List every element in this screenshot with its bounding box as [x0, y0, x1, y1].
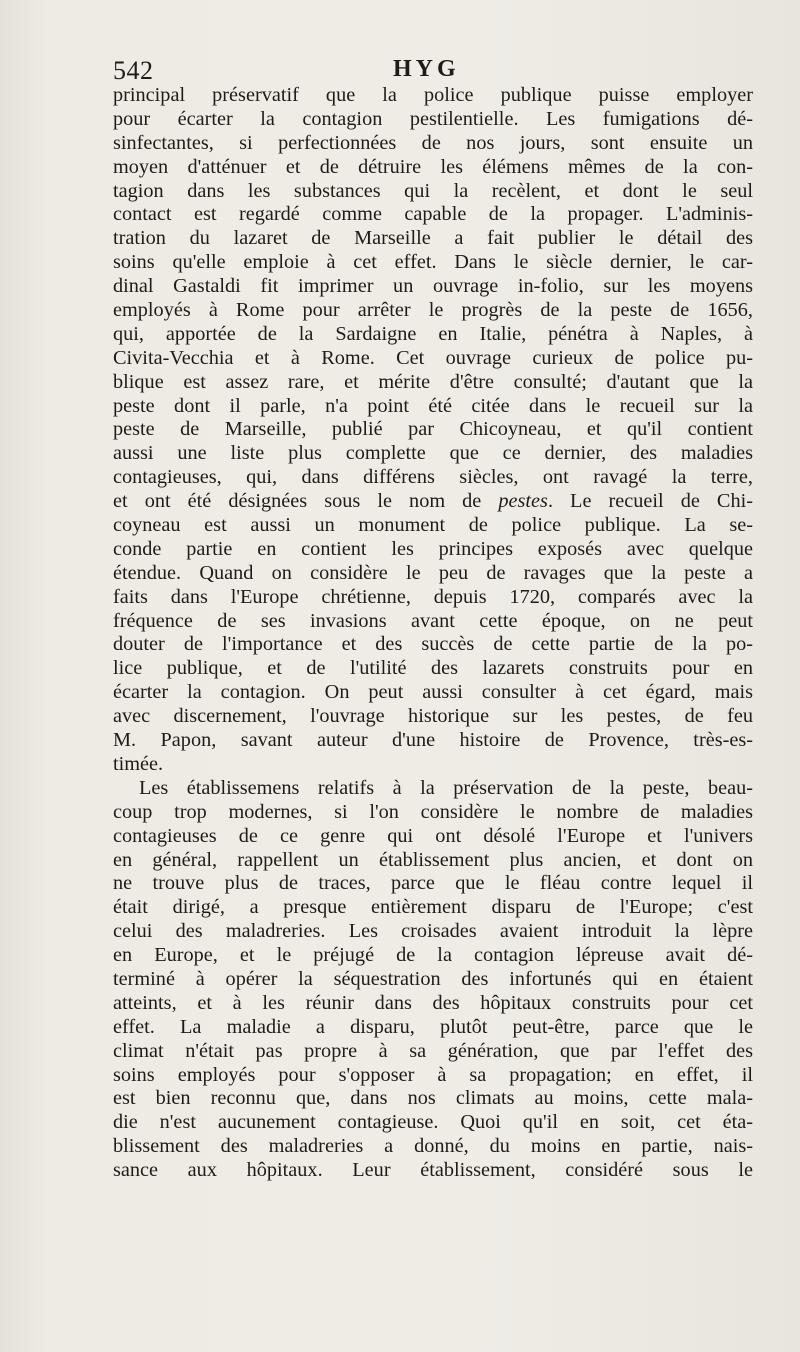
- text-line: soins employés pour s'opposer à sa propagation; en effet, il: [113, 1063, 753, 1086]
- text-line: faits dans l'Europe chrétienne, depuis 1720, comparés avec la: [113, 585, 753, 608]
- text-line: lice publique, et de l'utilité des lazarets construits pour en: [113, 657, 753, 680]
- text-line: écarter la contagion. On peut aussi consulter à cet égard, mais: [113, 681, 753, 704]
- text-line: M. Papon, savant auteur d'une histoire de Provence, très-es-: [113, 729, 753, 752]
- text-line: atteints, et à les réunir dans des hôpitaux construits pour cet: [113, 991, 753, 1014]
- text-line: coup trop modernes, si l'on considère le nombre de maladies: [113, 800, 753, 823]
- text-line: ne trouve plus de traces, parce que le fléau contre lequel il: [113, 872, 753, 895]
- page-number: 542: [113, 56, 154, 85]
- text-line: moyen d'atténuer et de détruire les élémens mêmes de la con-: [113, 155, 753, 178]
- text-line: climat n'était pas propre à sa génération, que par l'effet des: [113, 1039, 753, 1062]
- text-line: tagion dans les substances qui la recèlent, et dont le seul: [113, 179, 753, 202]
- text-line: employés à Rome pour arrêter le progrès de la peste de 1656,: [113, 299, 753, 322]
- text-line: en Europe, et le préjugé de la contagion lépreuse avait dé-: [113, 944, 753, 967]
- text-line: die n'est aucunement contagieuse. Quoi qu'il en soit, cet éta-: [113, 1111, 753, 1134]
- text-line: contagieuses de ce genre qui ont désolé l'Europe et l'univers: [113, 824, 753, 847]
- text-line: terminé à opérer la séquestration des infortunés qui en étaient: [113, 967, 753, 990]
- body-text: [113, 84, 753, 1183]
- text-line: effet. La maladie a disparu, plutôt peut-être, parce que le: [113, 1015, 753, 1038]
- text-line: douter de l'importance et des succès de cette partie de la po-: [113, 633, 753, 656]
- text-line: est bien reconnu que, dans nos climats au moins, cette mala-: [113, 1087, 753, 1110]
- text-line: sinfectantes, si perfectionnées de nos jours, sont ensuite un: [113, 131, 753, 154]
- text-line: en général, rappellent un établissement plus ancien, et dont on: [113, 848, 753, 871]
- text-line: timée.: [113, 752, 164, 775]
- text-line: fréquence de ses invasions avant cette époque, on ne peut: [113, 609, 753, 632]
- text-line: celui des maladreries. Les croisades avaient introduit la lèpre: [113, 920, 753, 943]
- text-line: blique est assez rare, et mérite d'être consulté; d'autant que la: [113, 370, 753, 393]
- paragraph-2: [113, 777, 753, 1183]
- text-line: blissement des maladreries a donné, du moins en partie, nais-: [113, 1135, 753, 1158]
- text-line: peste dont il parle, n'a point été citée dans le recueil sur la: [113, 394, 753, 417]
- text-line: soins qu'elle emploie à cet effet. Dans le siècle dernier, le car-: [113, 251, 753, 274]
- text-line: et ont été désignées sous le nom de pestes. Le recueil de Chi-: [113, 490, 753, 513]
- text-line: contagieuses, qui, dans différens siècles, ont ravagé la terre,: [113, 466, 753, 489]
- text-line: aussi une liste plus complette que ce dernier, des maladies: [113, 442, 753, 465]
- text-line: peste de Marseille, publié par Chicoyneau, et qu'il contient: [113, 418, 753, 441]
- text-line: avec discernement, l'ouvrage historique sur les pestes, de feu: [113, 705, 753, 728]
- text-line: Civita-Vecchia et à Rome. Cet ouvrage curieux de police pu-: [113, 346, 753, 369]
- text-line: principal préservatif que la police publique puisse employer: [113, 84, 753, 106]
- text-line: contact est regardé comme capable de la propager. L'adminis-: [113, 203, 753, 226]
- text-line: Les établissemens relatifs à la préservation de la peste, beau-: [139, 776, 753, 799]
- text-line: conde partie en contient les principes exposés avec quelque: [113, 537, 753, 560]
- running-head: HYG: [393, 56, 460, 82]
- text-line: était dirigé, a presque entièrement disparu de l'Europe; c'est: [113, 896, 753, 919]
- text-line: étendue. Quand on considère le peu de ravages que la peste a: [113, 561, 753, 584]
- text-line: qui, apportée de la Sardaigne en Italie, pénétra à Naples, à: [113, 322, 753, 345]
- text-line: pour écarter la contagion pestilentielle. Les fumigations dé-: [113, 107, 753, 130]
- text-line: coyneau est aussi un monument de police publique. La se-: [113, 514, 753, 537]
- text-line: dinal Gastaldi fit imprimer un ouvrage in-folio, sur les moyens: [113, 275, 753, 298]
- text-line: sance aux hôpitaux. Leur établissement, considéré sous le: [113, 1159, 753, 1182]
- text-line: tration du lazaret de Marseille a fait publier le détail des: [113, 227, 753, 250]
- paragraph-1: [113, 84, 753, 777]
